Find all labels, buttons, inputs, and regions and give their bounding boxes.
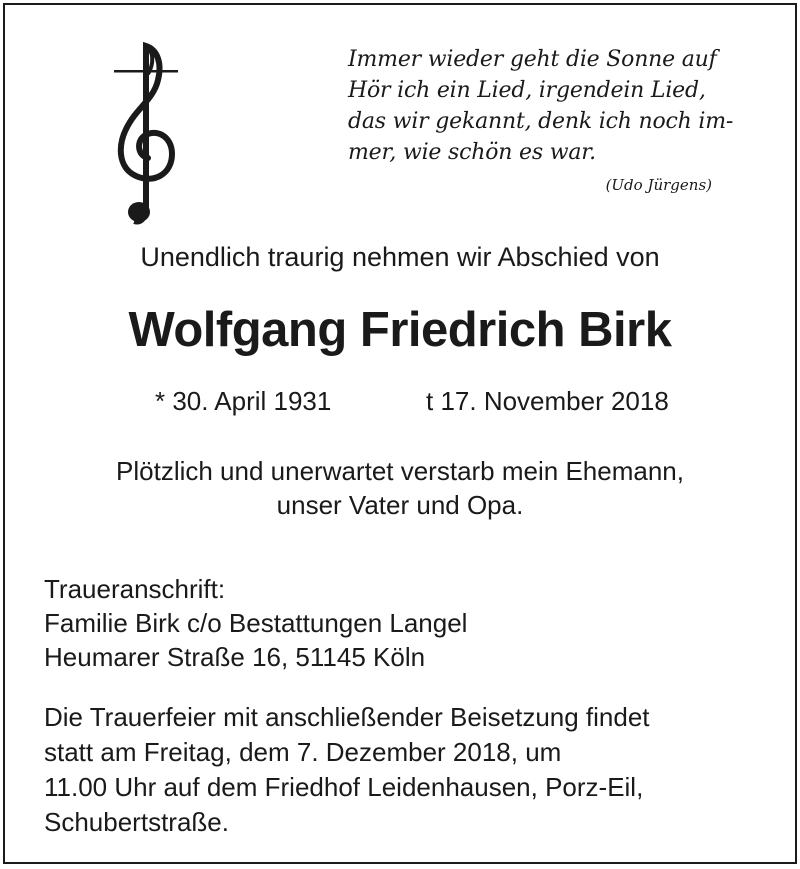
poem-line: mer, wie schön es war. <box>348 140 596 165</box>
address-line: Familie Birk c/o Bestattungen Langel <box>44 608 468 638</box>
funeral-line: Schubertstraße. <box>44 807 229 837</box>
funeral-line: Die Trauerfeier mit anschließender Beisetzung findet <box>44 702 650 732</box>
death-date: t 17. November 2018 <box>426 386 669 416</box>
death-message <box>0 454 800 522</box>
treble-clef-icon <box>108 40 184 226</box>
poem-line: Hör ich ein Lied, irgendein Lied, <box>348 78 706 103</box>
message-line: Plötzlich und unerwartet verstarb mein Ehemann, <box>116 456 684 486</box>
funeral-details <box>44 700 650 840</box>
message-line: unser Vater und Opa. <box>276 490 524 520</box>
address-line: Traueranschrift: <box>44 574 226 604</box>
poem-author: (Udo Jürgens) <box>605 176 712 194</box>
address-line: Heumarer Straße 16, 51145 Köln <box>44 642 426 672</box>
funeral-line: statt am Freitag, dem 7. Dezember 2018, um <box>44 737 562 767</box>
intro-text: Unendlich traurig nehmen wir Abschied von <box>140 242 660 272</box>
deceased-name: Wolfgang Friedrich Birk <box>128 303 672 357</box>
birth-date: * 30. April 1931 <box>155 386 332 416</box>
poem-line: Immer wieder geht die Sonne auf <box>348 47 717 72</box>
poem-line: das wir gekannt, denk ich noch im- <box>348 109 734 134</box>
funeral-line: 11.00 Uhr auf dem Friedhof Leidenhausen, Porz-Eil, <box>44 772 644 802</box>
condolence-address <box>44 572 467 674</box>
poem-verse <box>348 44 734 168</box>
